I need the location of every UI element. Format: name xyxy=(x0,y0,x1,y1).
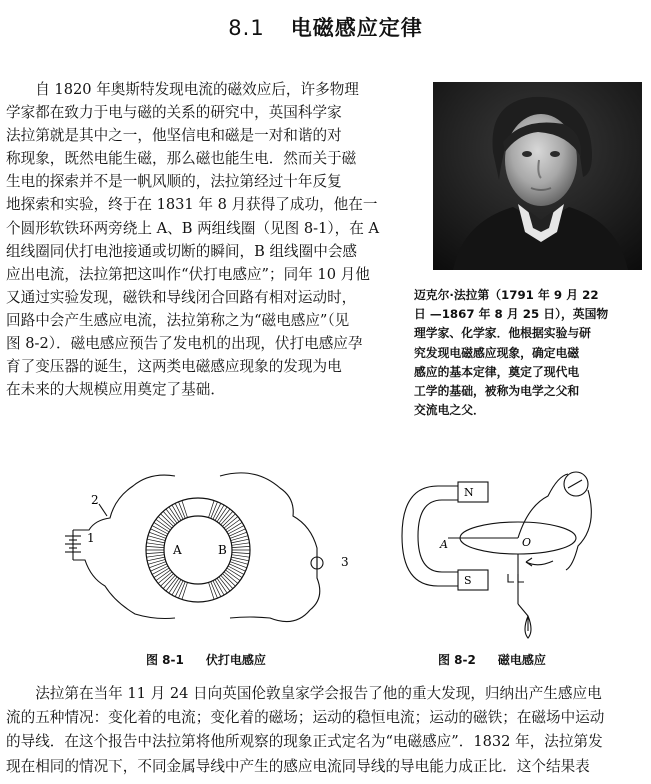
text-line: 流的五种情况：变化着的电流；变化着的磁场；运动的稳恒电流；运动的磁铁；在磁场中运动 xyxy=(6,709,605,727)
figure-caption-text: 磁电感应 xyxy=(497,653,546,667)
fig2-label-a: A xyxy=(440,538,448,551)
fig1-label-3: 3 xyxy=(341,555,349,569)
fig2-label-o: O xyxy=(522,536,532,549)
fig1-label-1: 1 xyxy=(87,531,95,545)
coil-winding xyxy=(147,555,165,558)
coil-winding xyxy=(232,552,250,553)
portrait-caption xyxy=(414,286,646,420)
text-line: 在未来的大规模应用奠定了基础． xyxy=(6,381,225,399)
text-line: 法拉第就是其中之一，他坚信电和磁是一对和谐的对 xyxy=(6,127,342,145)
coil-winding xyxy=(232,555,250,558)
figure-8-2-caption xyxy=(438,651,546,668)
text-line: 的导线．在这个报告中法拉第将他所观察的现象正式定名为“电磁感应”．1832 年，法拉第发 xyxy=(6,733,603,751)
fig2-label-s: S xyxy=(464,574,472,587)
coil-winding xyxy=(149,532,166,538)
text-line: 法拉第在当年 11 月 24 日向英国伦敦皇家学会报告了他的重大发现，归纳出产生感应电 xyxy=(6,685,602,702)
text-line: 又通过实验发现，磁铁和导线闭合回路有相对运动时， xyxy=(6,288,357,306)
caption-line: 交流电之父． xyxy=(414,403,485,418)
coil-winding xyxy=(179,502,186,519)
caption-line: 日 —1867 年 8 月 25 日），英国物 xyxy=(414,307,609,322)
caption-line: 感应的基本定律，奠定了现代电 xyxy=(414,364,580,379)
coil-winding xyxy=(147,543,165,546)
text-line: 称现象，既然电能生磁，那么磁也能生电．然而关于磁 xyxy=(6,150,357,168)
text-line: 育了变压器的诞生，这两类电磁感应现象的发现为电 xyxy=(6,358,342,376)
text-line: 回路中会产生感应电流，法拉第称之为“磁电感应”（见 xyxy=(6,311,350,329)
text-line: 生电的探索并不是一帆风顺的，法拉第经过十年反复 xyxy=(6,173,342,191)
text-line: 地探索和实验，终于在 1831 年 8 月获得了成功，他在一 xyxy=(6,196,378,214)
coil-winding xyxy=(182,582,188,599)
portrait-image xyxy=(433,82,642,270)
coil-winding xyxy=(230,532,247,538)
coil-winding xyxy=(146,546,164,547)
text-line: 组线圈同伏打电池接通或切断的瞬间，B 组线圈中会感 xyxy=(6,242,358,260)
section-title: 电磁感应定律 xyxy=(290,16,423,40)
text-line: 图 8-2）．磁电感应预告了发电机的出现，伏打电感应孕 xyxy=(6,335,363,353)
coil-winding xyxy=(149,562,166,568)
fig1-label-2: 2 xyxy=(91,493,99,507)
section-number: 8.1 xyxy=(228,16,265,40)
coil-winding xyxy=(211,502,218,519)
text-line: 自 1820 年奥斯特发现电流的磁效应后，许多物理 xyxy=(6,81,359,98)
figure-number: 图 8-1 xyxy=(146,653,184,667)
coil-winding xyxy=(179,582,186,599)
fig1-label-b: B xyxy=(218,543,227,557)
text-line: 现在相同的情况下，不同金属导线中产生的感应电流同导线的导电能力成正比．这个结果表 xyxy=(6,757,590,775)
intro-paragraph xyxy=(6,78,390,401)
coil-winding xyxy=(211,582,218,599)
voltaic-induction-diagram xyxy=(55,468,355,640)
faraday-portrait xyxy=(433,82,642,270)
figure-8-2-diagram xyxy=(398,466,598,646)
figure-caption-text: 伏打电感应 xyxy=(205,653,266,667)
text-line: 学家都在致力于电与磁的关系的研究中，英国科学家 xyxy=(6,104,342,122)
figure-8-1-diagram xyxy=(55,468,355,640)
coil-winding xyxy=(182,501,188,518)
caption-line: 究发现电磁感应现象，确定电磁 xyxy=(414,345,580,360)
coil-winding xyxy=(209,501,215,518)
caption-line: 工学的基础，被称为电学之父和 xyxy=(414,384,580,399)
coil-winding xyxy=(146,552,164,553)
caption-line: 迈克尔·法拉第（1791 年 9 月 22 xyxy=(414,288,599,302)
closing-paragraph xyxy=(6,682,646,779)
coil-winding xyxy=(230,562,247,568)
fig2-label-n: N xyxy=(464,486,474,499)
figure-number: 图 8-2 xyxy=(438,653,476,667)
text-line: 个圆形软铁环两旁绕上 A、B 两组线圈（见图 8-1），在 A xyxy=(6,219,380,237)
fig1-label-a: A xyxy=(173,543,182,557)
figure-8-1-caption xyxy=(146,651,266,668)
section-heading xyxy=(0,12,651,42)
coil-winding xyxy=(209,582,215,599)
coil-winding xyxy=(232,546,250,547)
text-line: 应出电流，法拉第把这叫作“伏打电感应”；同年 10 月他 xyxy=(6,265,370,283)
magnetic-induction-diagram xyxy=(398,466,598,646)
caption-line: 理学家、化学家．他根据实验与研 xyxy=(414,326,591,341)
coil-winding xyxy=(232,543,250,546)
